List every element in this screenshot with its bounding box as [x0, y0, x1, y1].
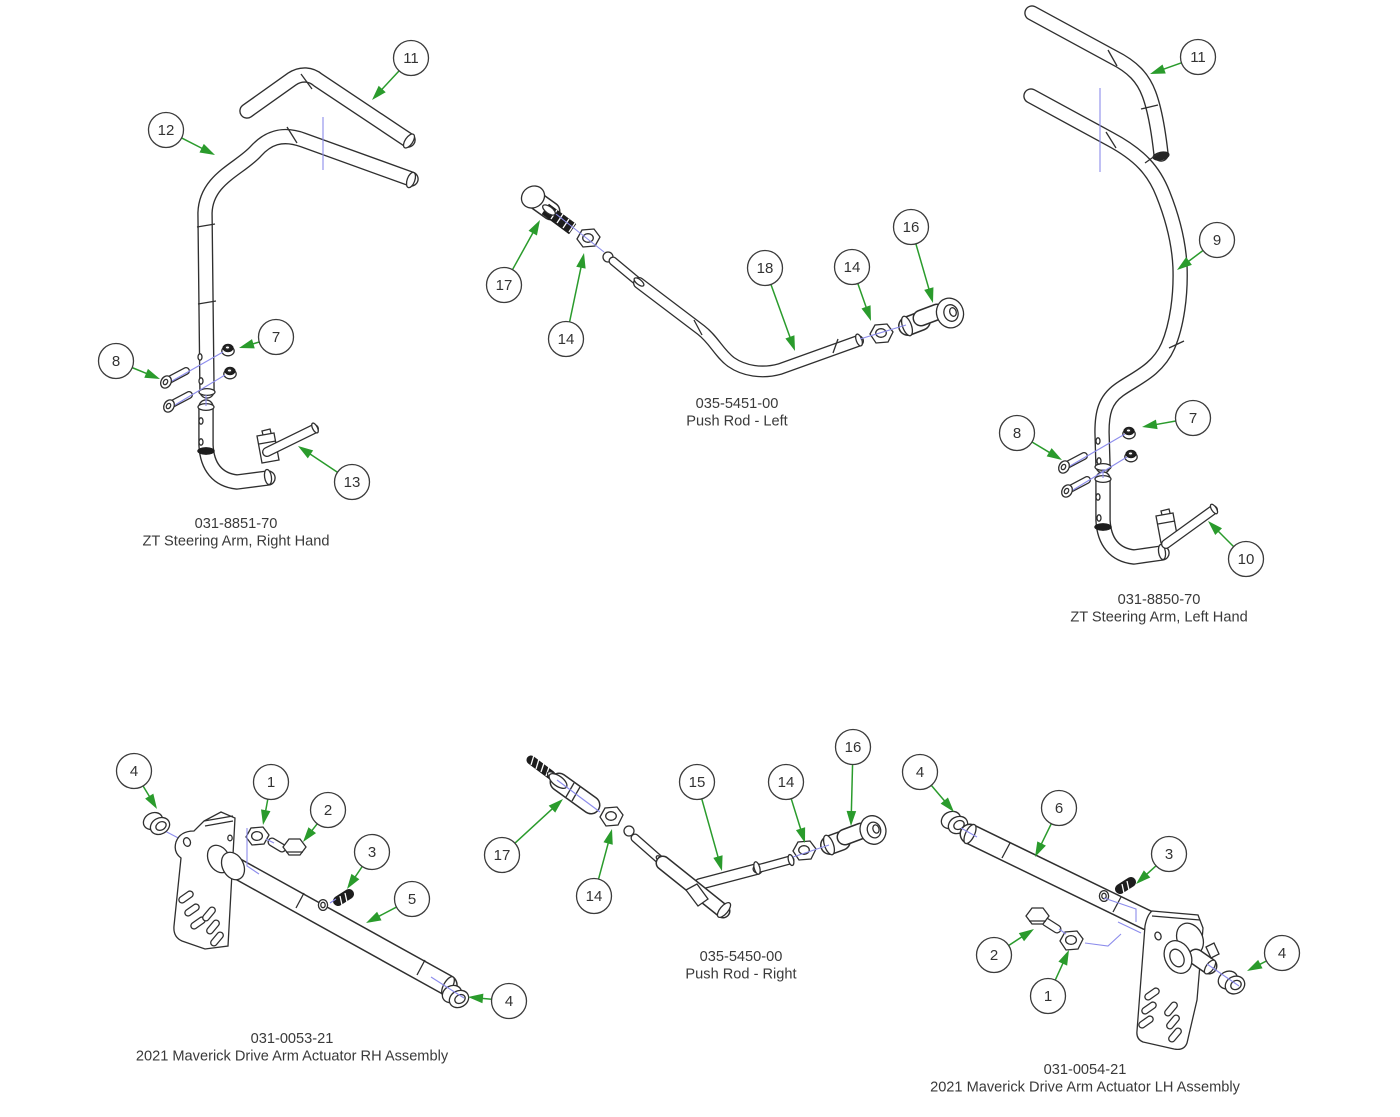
- leader-line: [1218, 531, 1234, 547]
- push-rod-right-label: [685, 949, 796, 983]
- leader-line: [512, 232, 533, 269]
- arrowhead-icon: [347, 874, 359, 889]
- part-name: ZT Steering Arm, Left Hand: [1070, 609, 1248, 626]
- arrowhead-icon: [924, 287, 933, 303]
- leader-line: [143, 786, 150, 797]
- callout-number: 3: [1164, 846, 1174, 864]
- arrowhead-icon: [785, 335, 795, 351]
- actuator-rh-label: [136, 1031, 449, 1065]
- callout-number: 8: [111, 353, 121, 371]
- arrowhead-icon: [1247, 960, 1263, 971]
- push-rod-left-annotations: [487, 210, 934, 430]
- callout-number: 16: [902, 219, 920, 237]
- arrowhead-icon: [1142, 420, 1158, 429]
- leader-line: [182, 138, 203, 149]
- arrowhead-icon: [1047, 448, 1062, 460]
- arrowhead-icon: [239, 339, 255, 348]
- leader-line: [1259, 961, 1266, 965]
- leader-line: [702, 799, 718, 858]
- callout-number: 8: [1012, 425, 1022, 443]
- arrowhead-icon: [144, 369, 160, 379]
- arrowhead-icon: [366, 912, 382, 923]
- leader-line: [931, 785, 945, 801]
- arrowhead-icon: [576, 253, 585, 269]
- callout-number: 4: [915, 764, 925, 782]
- leader-line: [851, 764, 852, 812]
- callout-number: 7: [271, 329, 281, 347]
- part-name: Push Rod - Left: [686, 413, 788, 430]
- callout-number: 11: [1190, 49, 1206, 67]
- part-name: ZT Steering Arm, Right Hand: [142, 533, 330, 550]
- callout-number: 10: [1237, 551, 1255, 569]
- arrowhead-icon: [529, 220, 540, 235]
- arrowhead-icon: [298, 446, 313, 458]
- leader-line: [266, 799, 268, 811]
- arrowhead-icon: [199, 144, 215, 155]
- callout-number: 16: [844, 739, 862, 757]
- callout-number: 14: [585, 888, 603, 906]
- arrowhead-icon: [261, 809, 270, 825]
- leader-line: [382, 71, 400, 90]
- leader-line: [599, 843, 609, 880]
- leader-line: [916, 244, 929, 290]
- leader-line: [252, 342, 259, 344]
- callout-number: 17: [495, 277, 513, 295]
- leader-line: [515, 808, 553, 843]
- callout-number: 4: [1277, 945, 1287, 963]
- leader-line: [378, 907, 396, 916]
- part-name: 2021 Maverick Drive Arm Actuator LH Assembly: [930, 1079, 1240, 1096]
- leader-line: [1041, 824, 1051, 845]
- callout-number: 14: [777, 774, 795, 792]
- arrowhead-icon: [1035, 841, 1046, 857]
- callout-number: 2: [989, 947, 999, 965]
- arrowhead-icon: [861, 305, 871, 321]
- arrowhead-icon: [847, 811, 857, 826]
- actuator-lh-annotations: [903, 755, 1300, 1096]
- leader-line: [570, 267, 582, 322]
- leader-line: [1163, 63, 1181, 69]
- leader-line: [482, 998, 492, 999]
- arrowhead-icon: [468, 994, 483, 1004]
- leader-line: [1055, 963, 1063, 980]
- callout-number: 1: [266, 774, 276, 792]
- leader-line: [1156, 421, 1176, 425]
- leader-line: [1146, 866, 1156, 875]
- leader-line: [355, 867, 362, 878]
- actuator-lh-drawing: [938, 808, 1248, 1049]
- leader-line: [1032, 442, 1050, 453]
- steering-arm-lh-label: [1070, 592, 1247, 626]
- steering-arm-rh-label: [142, 516, 329, 550]
- callout-number: 11: [403, 50, 419, 68]
- callout-number: 4: [129, 763, 139, 781]
- callout-number: 12: [157, 122, 175, 140]
- part-name: Push Rod - Right: [685, 966, 797, 983]
- steering-arm-rh-drawing: [159, 74, 418, 485]
- part-number: 035-5450-00: [699, 949, 783, 965]
- callout-number: 6: [1054, 800, 1064, 818]
- arrowhead-icon: [145, 794, 157, 809]
- part-number: 031-0053-21: [250, 1031, 334, 1047]
- steering-arm-lh-drawing: [1031, 13, 1222, 560]
- leader-line: [312, 824, 318, 831]
- arrowhead-icon: [713, 855, 722, 871]
- part-number: 031-8851-70: [194, 516, 278, 532]
- part-number: 031-8850-70: [1117, 592, 1201, 608]
- arrowhead-icon: [1150, 64, 1166, 74]
- callout-number: 1: [1043, 988, 1053, 1006]
- callout-number: 5: [407, 891, 417, 909]
- leader-line: [1188, 251, 1203, 262]
- callout-number: 17: [493, 847, 511, 865]
- arrowhead-icon: [603, 829, 612, 845]
- leader-line: [1009, 937, 1023, 946]
- callout-number: 15: [688, 774, 706, 792]
- arrowhead-icon: [303, 827, 316, 842]
- callout-number: 14: [843, 259, 861, 277]
- annotation-layer: [99, 40, 1300, 1096]
- callout-number: 9: [1212, 232, 1222, 250]
- callout-number: 3: [367, 844, 377, 862]
- part-number: 035-5451-00: [695, 396, 779, 412]
- push-rod-left-label: [686, 396, 787, 430]
- callout-number: 14: [557, 331, 575, 349]
- steering-arm-lh-annotations: [1000, 40, 1264, 626]
- leader-line: [858, 284, 867, 308]
- arrowhead-icon: [1019, 929, 1034, 941]
- callout-number: 18: [756, 260, 774, 278]
- callout-number: 13: [343, 474, 361, 492]
- callout-number: 2: [323, 802, 333, 820]
- callout-number: 4: [504, 993, 514, 1011]
- push-rod-left-drawing: [517, 182, 967, 372]
- callout-number: 7: [1188, 410, 1198, 428]
- part-name: 2021 Maverick Drive Arm Actuator RH Assembly: [135, 1048, 449, 1065]
- leader-line: [132, 368, 147, 374]
- arrowhead-icon: [796, 827, 805, 843]
- leader-line: [771, 284, 790, 337]
- part-number: 031-0054-21: [1043, 1062, 1127, 1078]
- arrowhead-icon: [1058, 950, 1069, 966]
- actuator-lh-label: [930, 1062, 1241, 1096]
- leader-line: [791, 799, 801, 830]
- leader-line: [310, 454, 338, 473]
